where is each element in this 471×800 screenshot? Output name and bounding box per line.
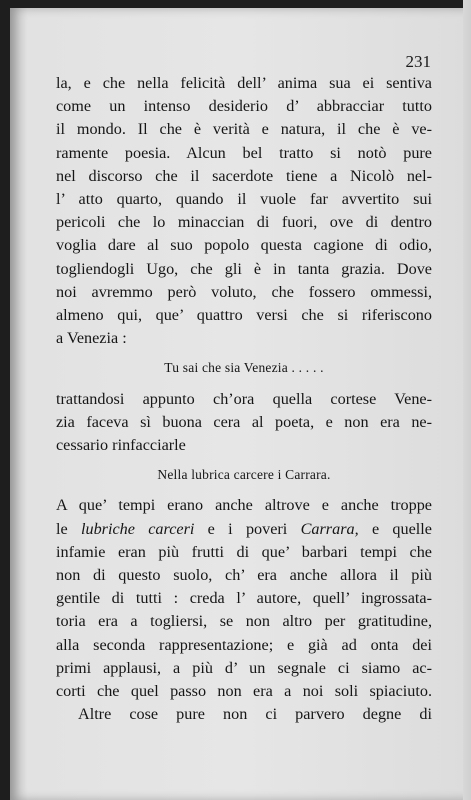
italic-phrase: lubriche carceri bbox=[80, 519, 195, 538]
italic-phrase: Carrara, bbox=[300, 519, 359, 538]
text-line: gentile di tutti : creda l’ autore, quell’ ingrossata- bbox=[56, 589, 432, 608]
paragraph-2 bbox=[56, 388, 432, 458]
text-line: A que’ tempi erano anche altrove e anche troppe bbox=[56, 496, 432, 515]
text-line: nel discorso che il sacerdote tiene a Nicolò nel- bbox=[56, 166, 432, 185]
verse-quote-2: Nella lubrica carcere i Carrara. bbox=[157, 467, 331, 483]
text-line: zia faceva sì buona cera al poeta, e non era ne- bbox=[56, 412, 432, 431]
text-line: noi avremmo però voluto, che fossero ommessi, bbox=[56, 282, 432, 301]
next-page-edge bbox=[463, 0, 471, 800]
page-number: 231 bbox=[405, 52, 431, 71]
text-line: primi applausi, a più d’ un segnale ci siamo ac- bbox=[56, 658, 432, 677]
text-line: ramente poesia. Alcun bel tratto si notò pure bbox=[56, 143, 432, 162]
book-page bbox=[10, 8, 471, 800]
text-line: almeno qui, que’ quattro versi che si riferiscono bbox=[56, 306, 432, 325]
text-line: la, e che nella felicità dell’ anima sua ei sentiva bbox=[56, 74, 432, 92]
text-line: corti che quel passo non era a noi soli spiaciuto. bbox=[56, 682, 432, 701]
paragraph-1 bbox=[56, 72, 432, 350]
text-line: Altre cose pure non ci parvero degne di bbox=[78, 705, 432, 724]
text-line: l’ atto quarto, quando il vuole far avvertito sui bbox=[56, 190, 432, 209]
text-fragment: e quelle bbox=[358, 519, 432, 538]
text-line: come un intenso desiderio d’ abbracciar tutto bbox=[56, 97, 432, 116]
text-line: non di questo suolo, ch’ era anche allora il più bbox=[56, 566, 432, 585]
text-line: voglia dare al suo popolo questa cagione di odio, bbox=[56, 236, 432, 255]
text-line: a Venezia : bbox=[56, 329, 127, 348]
text-line: toria era a togliersi, se non altro per gratitudine, bbox=[56, 612, 432, 631]
verse-quote-1: Tu sai che sia Venezia . . . . . bbox=[164, 360, 324, 376]
text-line: il mondo. Il che è verità e natura, il che è ve- bbox=[56, 120, 432, 139]
text-fragment: e i poveri bbox=[194, 519, 301, 538]
text-line bbox=[56, 518, 432, 541]
paragraph-4 bbox=[56, 703, 432, 726]
text-line: alla seconda rappresentazione; e già ad onta dei bbox=[56, 635, 432, 654]
text-fragment: le bbox=[56, 519, 81, 538]
text-line: pericoli che lo minaccian di fuori, ove di dentro bbox=[56, 213, 432, 232]
text-line: cessario rinfacciarle bbox=[56, 436, 186, 455]
text-line: togliendogli Ugo, che gli è in tanta grazia. Dove bbox=[56, 259, 432, 278]
paragraph-3 bbox=[56, 494, 432, 703]
text-line: infamie eran più frutti di que’ barbari tempi che bbox=[56, 542, 432, 561]
text-line: trattandosi appunto ch’ora quella cortese Vene- bbox=[56, 389, 432, 408]
page-body bbox=[56, 72, 432, 726]
